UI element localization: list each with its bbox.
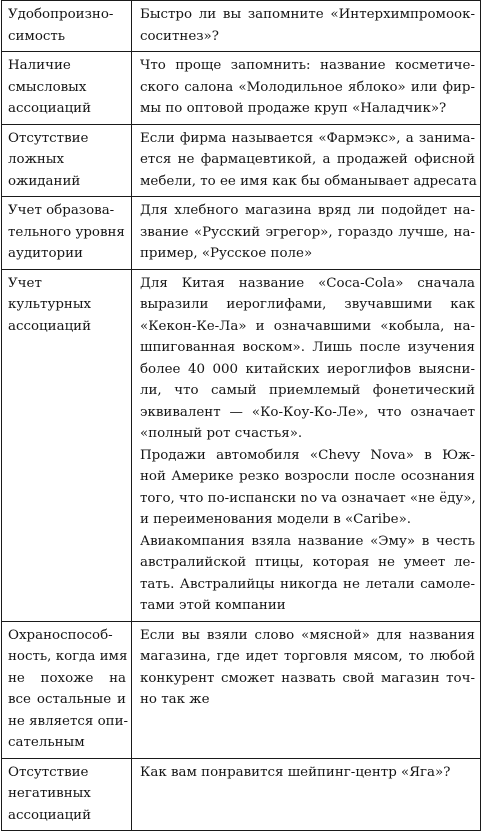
description-line: Если вы взяли слово «мясной» для названия <box>140 627 475 643</box>
table-row <box>2 758 481 831</box>
description-line: Быстро ли вы запомните «Интерхимпромоок- <box>140 7 475 22</box>
description-line: тами этой компании <box>140 598 286 613</box>
criterion-line: не похоже на <box>8 670 126 686</box>
description-cell <box>132 124 481 197</box>
table-row <box>2 621 481 758</box>
table-row <box>2 1 481 52</box>
criterion-line: аудитории <box>8 246 83 261</box>
criterion-line: ожиданий <box>8 173 81 189</box>
criterion-line: культурных <box>8 297 92 312</box>
criterion-line: негативных <box>8 786 91 801</box>
description-line: Авиакомпания взяла название «Эму» в честь <box>140 533 475 549</box>
description-line: Продажи автомобиля «Chevy Nova» в Юж- <box>140 447 475 463</box>
criterion-cell <box>2 269 132 621</box>
criterion-line: ность, когда имя <box>8 649 128 664</box>
description-cell <box>132 1 481 52</box>
description-line: Что проще запомнить: название косметиче- <box>140 58 475 73</box>
description-cell <box>132 269 481 621</box>
description-cell <box>132 758 481 831</box>
description-line: «Кекон-Ке-Ла» и означавшими «кобыла, на- <box>140 318 475 334</box>
description-line: соситнез»? <box>140 28 219 44</box>
criterion-cell <box>2 124 132 197</box>
description-cell <box>132 621 481 758</box>
criterion-line: все остальные и <box>8 692 126 707</box>
table-row <box>2 269 481 621</box>
criterion-line: смысловых <box>8 79 87 95</box>
table-row <box>2 52 481 125</box>
table-row <box>2 197 481 270</box>
criterion-line: ассоциаций <box>8 318 92 334</box>
description-line: конкурент сможет назвать свой магазин точ- <box>140 670 475 686</box>
criterion-line: тельного уровня <box>8 224 125 240</box>
description-line: Как вам понравится шейпинг-центр «Яга»? <box>140 764 451 780</box>
criterion-line: ассоциаций <box>8 807 92 823</box>
description-line: шпигованная воском». Лишь после изучения <box>140 340 475 355</box>
description-cell <box>132 52 481 125</box>
description-line: пример, «Русское поле» <box>140 246 313 261</box>
description-line: но так же <box>140 692 210 707</box>
description-line: и переименования модели в «Caribe». <box>140 512 412 527</box>
criterion-line: ложных <box>8 152 65 167</box>
criterion-line: Учет образова- <box>8 203 115 218</box>
criterion-line: Удобопроизно- <box>8 7 114 22</box>
description-line: звание «Русский эгрегор», гораздо лучше, на- <box>140 224 475 240</box>
description-line: ной Америке резко возросли после осознания <box>140 469 475 484</box>
description-line: «полный рот счастья». <box>140 426 303 441</box>
criterion-cell <box>2 197 132 270</box>
description-line: ского салона «Молодильное яблоко» или фир- <box>140 79 475 95</box>
description-cell <box>132 197 481 270</box>
description-line: ли, что самый приемлемый фонетический <box>140 383 475 398</box>
description-line: ется не фармацевтикой, а продажей офисной <box>140 152 475 167</box>
criterion-line: Охраноспособ- <box>8 627 113 643</box>
criterion-cell <box>2 52 132 125</box>
criterion-cell <box>2 621 132 758</box>
description-line: Если фирма называется «Фармэкс», а занима- <box>140 130 475 146</box>
criterion-cell <box>2 1 132 52</box>
criterion-cell <box>2 758 132 831</box>
criterion-line: симость <box>8 28 66 44</box>
table-body <box>2 1 481 831</box>
description-line: эквивалент — «Ко-Коу-Ко-Ле», что означает <box>140 404 475 420</box>
table-row <box>2 124 481 197</box>
criterion-line: сательным <box>8 735 85 750</box>
criterion-line: Отсутствие <box>8 130 89 146</box>
description-line: того, что по-испански no va означает «не ёду», <box>140 490 476 506</box>
criterion-line: ассоциаций <box>8 101 92 116</box>
criterion-line: Отсутствие <box>8 764 89 780</box>
criterion-line: не является опи- <box>8 713 129 729</box>
naming-criteria-table <box>1 0 481 831</box>
description-line: более 40 000 китайских иероглифов выясни- <box>140 361 475 377</box>
description-line: Для Китая название «Coca-Cola» сначала <box>140 275 475 291</box>
description-line: Для хлебного магазина вряд ли подойдет на- <box>140 203 475 218</box>
criterion-line: Наличие <box>8 58 71 73</box>
description-line: магазина, где идет торговля мясом, то любой <box>140 649 475 664</box>
description-line: тать. Австралийцы никогда не летали самоле- <box>140 576 475 592</box>
description-line: выразили иероглифами, звучавшими как <box>140 297 475 312</box>
description-line: австралийской птицы, которая не умеет ле- <box>140 555 475 570</box>
description-line: мы по оптовой продаже круп «Наладчик»? <box>140 101 447 116</box>
criterion-line: Учет <box>8 275 42 291</box>
description-line: мебели, то ее имя как бы обманывает адресата <box>140 173 477 189</box>
